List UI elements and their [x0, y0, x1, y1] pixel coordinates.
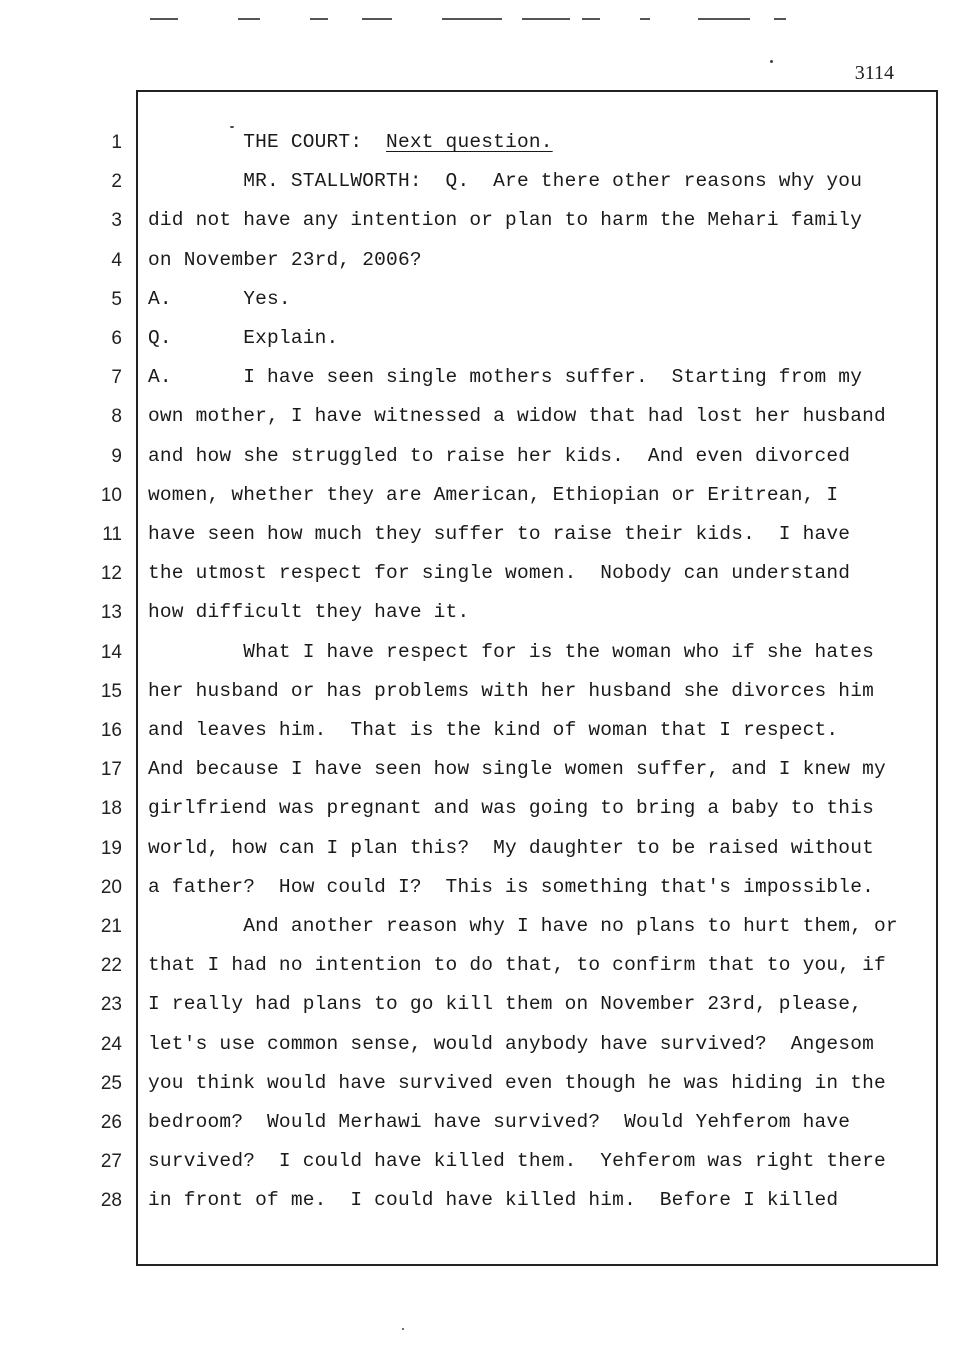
line-number: 26 — [100, 1112, 122, 1133]
line-number: 1 — [111, 132, 122, 153]
transcript-line-text: world, how can I plan this? My daughter to be raised without — [148, 836, 875, 859]
line-number: 19 — [100, 837, 122, 859]
transcript-line — [148, 445, 850, 467]
transcript-line-text: and how she struggled to raise her kids. And even divorced — [148, 444, 851, 467]
line-number: 15 — [100, 680, 122, 702]
transcript-line-text: a father? How could I? This is something that's impossible. — [148, 875, 875, 898]
line-number: 8 — [111, 406, 122, 428]
transcript-line — [148, 601, 469, 623]
transcript-line-text: did not have any intention or plan to harm the Mehari family — [148, 209, 863, 232]
transcript-line — [148, 797, 874, 819]
transcript-line — [148, 209, 862, 231]
line-number: 18 — [100, 798, 122, 820]
transcript-line-text: own mother, I have witnessed a widow that had lost her husband — [148, 405, 886, 428]
transcript-line — [148, 876, 874, 898]
scan-speck — [770, 60, 773, 63]
transcript-line-text: THE COURT: — [148, 131, 387, 153]
line-number: 9 — [111, 445, 122, 467]
line-number: 28 — [100, 1190, 122, 1212]
line-number: 2 — [111, 171, 122, 193]
line-number: 11 — [102, 524, 122, 545]
transcript-line-text: What I have respect for is the woman who if she hates — [148, 640, 875, 663]
transcript-line — [148, 680, 874, 702]
transcript-line — [148, 1033, 874, 1055]
line-number: 12 — [100, 563, 122, 585]
transcript-line-text: girlfriend was pregnant and was going to bring a baby to this — [148, 797, 875, 820]
transcript-line-text: MR. STALLWORTH: Q. Are there other reasons why you — [148, 170, 863, 193]
line-number: 6 — [111, 328, 122, 349]
line-number: 4 — [111, 249, 122, 271]
transcript-line — [148, 288, 291, 310]
line-number: 7 — [111, 367, 122, 389]
transcript-line — [148, 1072, 886, 1094]
transcript-line-text: her husband or has problems with her husband she divorces him — [148, 679, 875, 702]
transcript-line — [148, 484, 838, 506]
transcript-line-text: how difficult they have it. — [148, 601, 470, 624]
line-number: 10 — [100, 484, 122, 506]
transcript-line-text: have seen how much they suffer to raise their kids. I have — [148, 523, 851, 545]
transcript-line-text: Q. Explain. — [148, 327, 339, 349]
transcript-line — [148, 249, 422, 271]
line-number: 21 — [100, 916, 122, 937]
line-number: 14 — [100, 641, 122, 663]
transcript-line — [148, 719, 838, 741]
transcript-line-text: survived? I could have killed them. Yehferom was right there — [148, 1150, 886, 1173]
line-number: 24 — [100, 1033, 122, 1055]
transcript-line-text: A. Yes. — [148, 287, 291, 310]
transcript-line — [148, 993, 862, 1015]
line-number: 27 — [100, 1151, 122, 1173]
line-number: 17 — [100, 759, 122, 781]
transcript-line — [148, 131, 553, 153]
scan-artifact-marks — [150, 16, 790, 22]
line-number: 20 — [100, 876, 122, 898]
line-number: 5 — [111, 288, 122, 310]
transcript-line-text: let's use common sense, would anybody have survived? Angesom — [148, 1032, 875, 1055]
transcript-line — [148, 837, 874, 859]
transcript-line-text: I really had plans to go kill them on November 23rd, please, — [148, 993, 863, 1016]
transcript-line — [148, 327, 338, 349]
transcript-line-text: in front of me. I could have killed him. Before I killed — [148, 1189, 839, 1212]
transcript-line — [148, 954, 886, 976]
transcript-line — [148, 641, 874, 663]
transcript-line-text: And another reason why I have no plans to hurt them, or — [148, 915, 898, 937]
transcript-line — [148, 405, 886, 427]
transcript-line-text: the utmost respect for single women. Nobody can understand — [148, 562, 851, 585]
transcript-line-text: you think would have survived even though he was hiding in the — [148, 1071, 886, 1094]
underlined-text: Next question. — [386, 131, 553, 153]
transcript-line-text: and leaves him. That is the kind of woman that I respect. — [148, 719, 839, 741]
transcript-line — [148, 562, 850, 584]
transcript-line — [148, 366, 862, 388]
line-number: 13 — [100, 602, 122, 624]
line-number: 22 — [100, 955, 122, 977]
transcript-line-text: on November 23rd, 2006? — [148, 248, 422, 271]
scan-speck — [402, 1328, 404, 1330]
line-number: 23 — [100, 994, 122, 1016]
transcript-line — [148, 915, 898, 937]
transcript-line — [148, 1150, 886, 1172]
page-number: 3114 — [854, 62, 894, 84]
line-number: 25 — [100, 1072, 122, 1094]
transcript-line — [148, 1189, 838, 1211]
transcript-line — [148, 1111, 850, 1133]
transcript-line — [148, 523, 850, 545]
transcript-line-text: And because I have seen how single women suffer, and I knew my — [148, 758, 886, 781]
transcript-line-text: that I had no intention to do that, to confirm that to you, if — [148, 954, 886, 977]
transcript-line-text: A. I have seen single mothers suffer. Starting from my — [148, 366, 863, 389]
transcript-line — [148, 170, 862, 192]
line-number: 16 — [100, 720, 122, 741]
line-number: 3 — [111, 210, 122, 232]
transcript-line-text: bedroom? Would Merhawi have survived? Would Yehferom have — [148, 1111, 851, 1133]
transcript-line — [148, 758, 886, 780]
transcript-line-text: women, whether they are American, Ethiopian or Eritrean, I — [148, 483, 839, 506]
